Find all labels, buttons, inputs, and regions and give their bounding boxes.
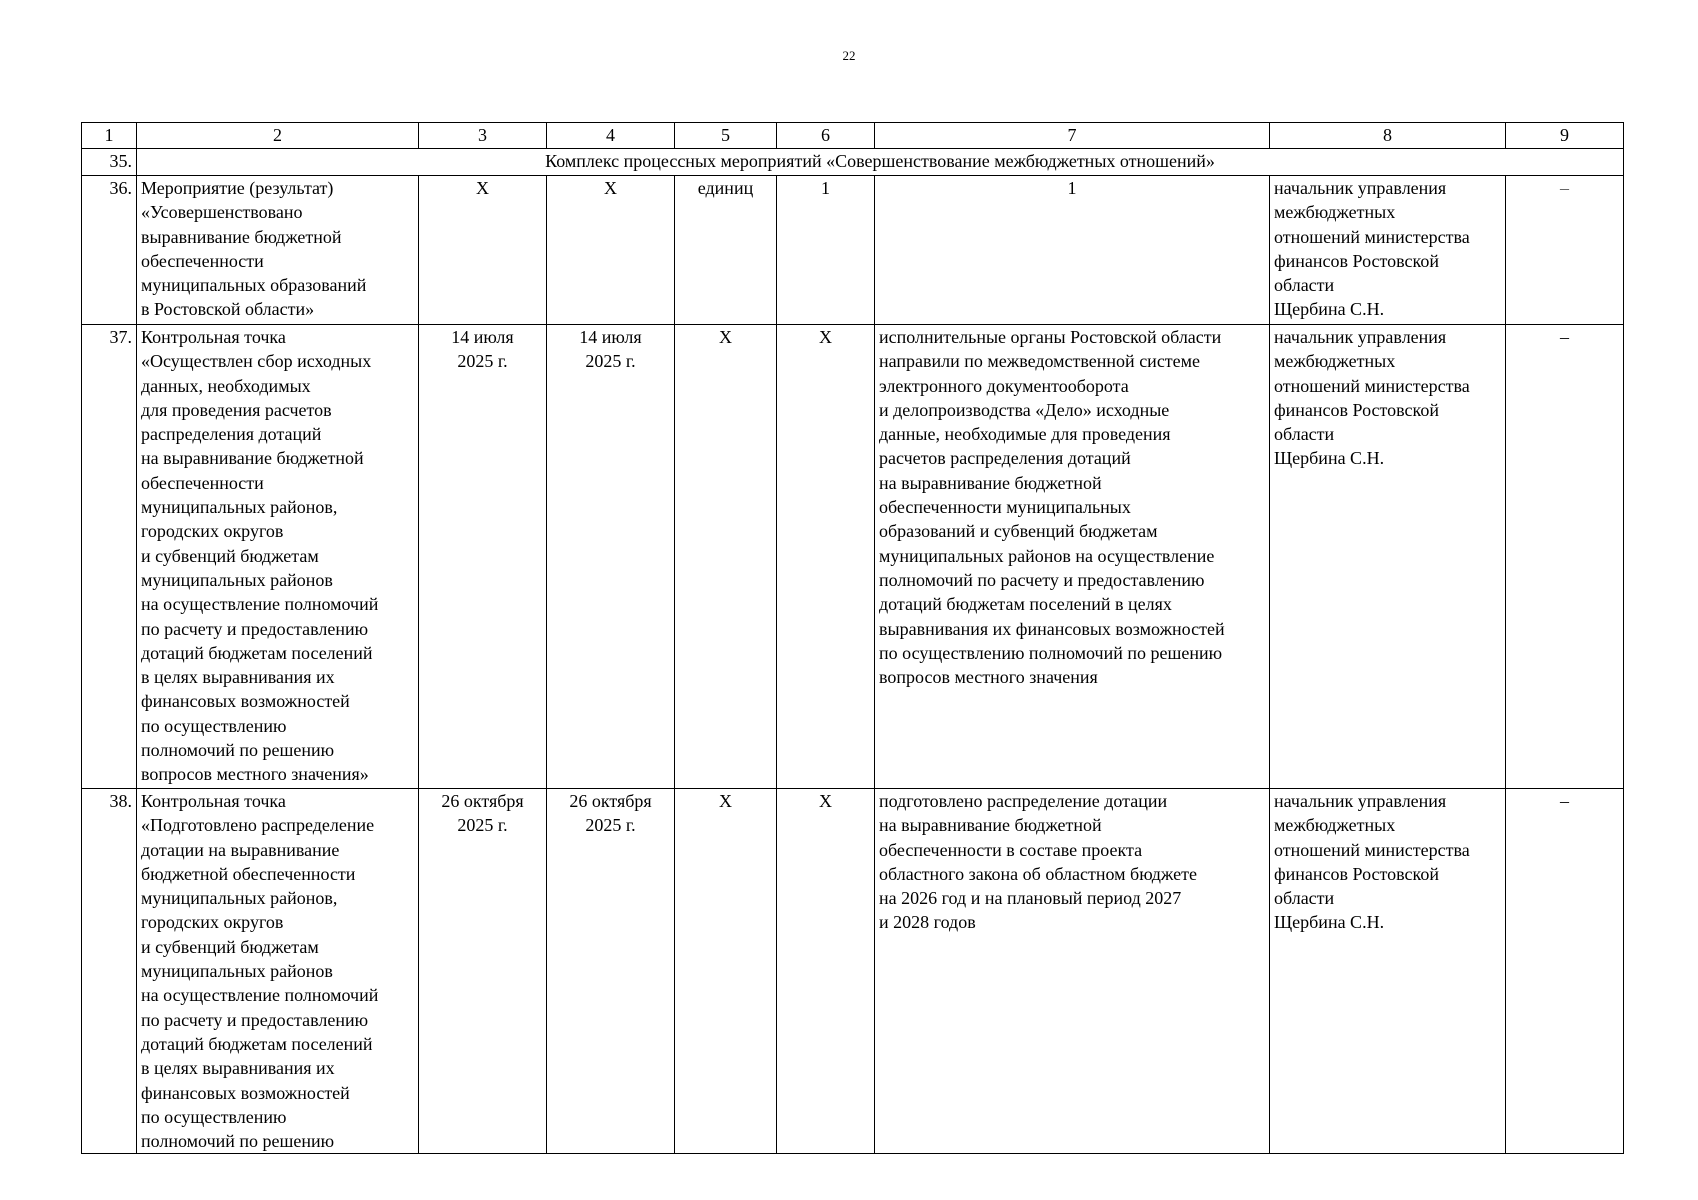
- table-row: [82, 789, 1624, 1154]
- row-value: 1: [777, 176, 875, 325]
- row-start-date: 14 июля 2025 г.: [419, 325, 547, 789]
- row-document: 1: [875, 176, 1270, 325]
- row-responsible: начальник управления межбюджетных отношений министерства финансов Ростовской области Щербина С.Н.: [1270, 789, 1506, 1154]
- column-number-row: [82, 123, 1624, 149]
- column-header: 2: [137, 123, 419, 149]
- row-number: 36.: [82, 176, 137, 325]
- section-row: [82, 149, 1624, 176]
- row-document: исполнительные органы Ростовской области направили по межведомственной системе электронного документооборота и делопроизводства «Дело» исходные данные, необходимые для проведения расчетов распределения дотаций на выравнивание бюджетной обеспеченности муниципальных образований и субвенций бюджетам муниципальных районов на осуществление полномочий по расчету и предоставлению дотаций бюджетам поселений в целях выравнивания их финансовых возможностей по осуществлению полномочий по решению вопросов местного значения: [875, 325, 1270, 789]
- column-header: 5: [675, 123, 777, 149]
- row-responsible: начальник управления межбюджетных отношений министерства финансов Ростовской области Щербина С.Н.: [1270, 325, 1506, 789]
- row-responsible: начальник управления межбюджетных отношений министерства финансов Ростовской области Щербина С.Н.: [1270, 176, 1506, 325]
- column-header: 1: [82, 123, 137, 149]
- column-header: 8: [1270, 123, 1506, 149]
- row-end-date: Х: [547, 176, 675, 325]
- row-note: –: [1506, 325, 1624, 789]
- row-end-date: 26 октября 2025 г.: [547, 789, 675, 1154]
- row-value: Х: [777, 789, 875, 1154]
- column-header: 7: [875, 123, 1270, 149]
- row-unit: Х: [675, 325, 777, 789]
- column-header: 4: [547, 123, 675, 149]
- plan-table: [81, 122, 1624, 1154]
- row-document: подготовлено распределение дотации на выравнивание бюджетной обеспеченности в составе проекта областного закона об областном бюджете на 2026 год и на плановый период 2027 и 2028 годов: [875, 789, 1270, 1154]
- row-name: Контрольная точка «Осуществлен сбор исходных данных, необходимых для проведения расчетов распределения дотаций на выравнивание бюджетной обеспеченности муниципальных районов, городских округов и субвенций бюджетам муниципальных районов на осуществление полномочий по расчету и предоставлению дотаций бюджетам поселений в целях выравнивания их финансовых возможностей по осуществлению полномочий по решению вопросов местного значения»: [137, 325, 419, 789]
- row-unit: Х: [675, 789, 777, 1154]
- column-header: 9: [1506, 123, 1624, 149]
- section-number: 35.: [82, 149, 137, 176]
- row-unit: единиц: [675, 176, 777, 325]
- row-end-date: 14 июля 2025 г.: [547, 325, 675, 789]
- row-value: Х: [777, 325, 875, 789]
- section-title: Комплекс процессных мероприятий «Совершенствование межбюджетных отношений»: [137, 149, 1624, 176]
- row-note: –: [1506, 176, 1624, 325]
- row-note: –: [1506, 789, 1624, 1154]
- row-number: 38.: [82, 789, 137, 1154]
- column-header: 6: [777, 123, 875, 149]
- row-number: 37.: [82, 325, 137, 789]
- table-row: [82, 176, 1624, 325]
- row-start-date: Х: [419, 176, 547, 325]
- row-start-date: 26 октября 2025 г.: [419, 789, 547, 1154]
- table-row: [82, 325, 1624, 789]
- row-name: Контрольная точка «Подготовлено распределение дотации на выравнивание бюджетной обеспеченности муниципальных районов, городских округов и субвенций бюджетам муниципальных районов на осуществление полномочий по расчету и предоставлению дотаций бюджетам поселений в целях выравнивания их финансовых возможностей по осуществлению полномочий по решению: [137, 789, 419, 1154]
- column-header: 3: [419, 123, 547, 149]
- row-name: Мероприятие (результат) «Усовершенствовано выравнивание бюджетной обеспеченности муниципальных образований в Ростовской области»: [137, 176, 419, 325]
- page-number: 22: [842, 48, 856, 63]
